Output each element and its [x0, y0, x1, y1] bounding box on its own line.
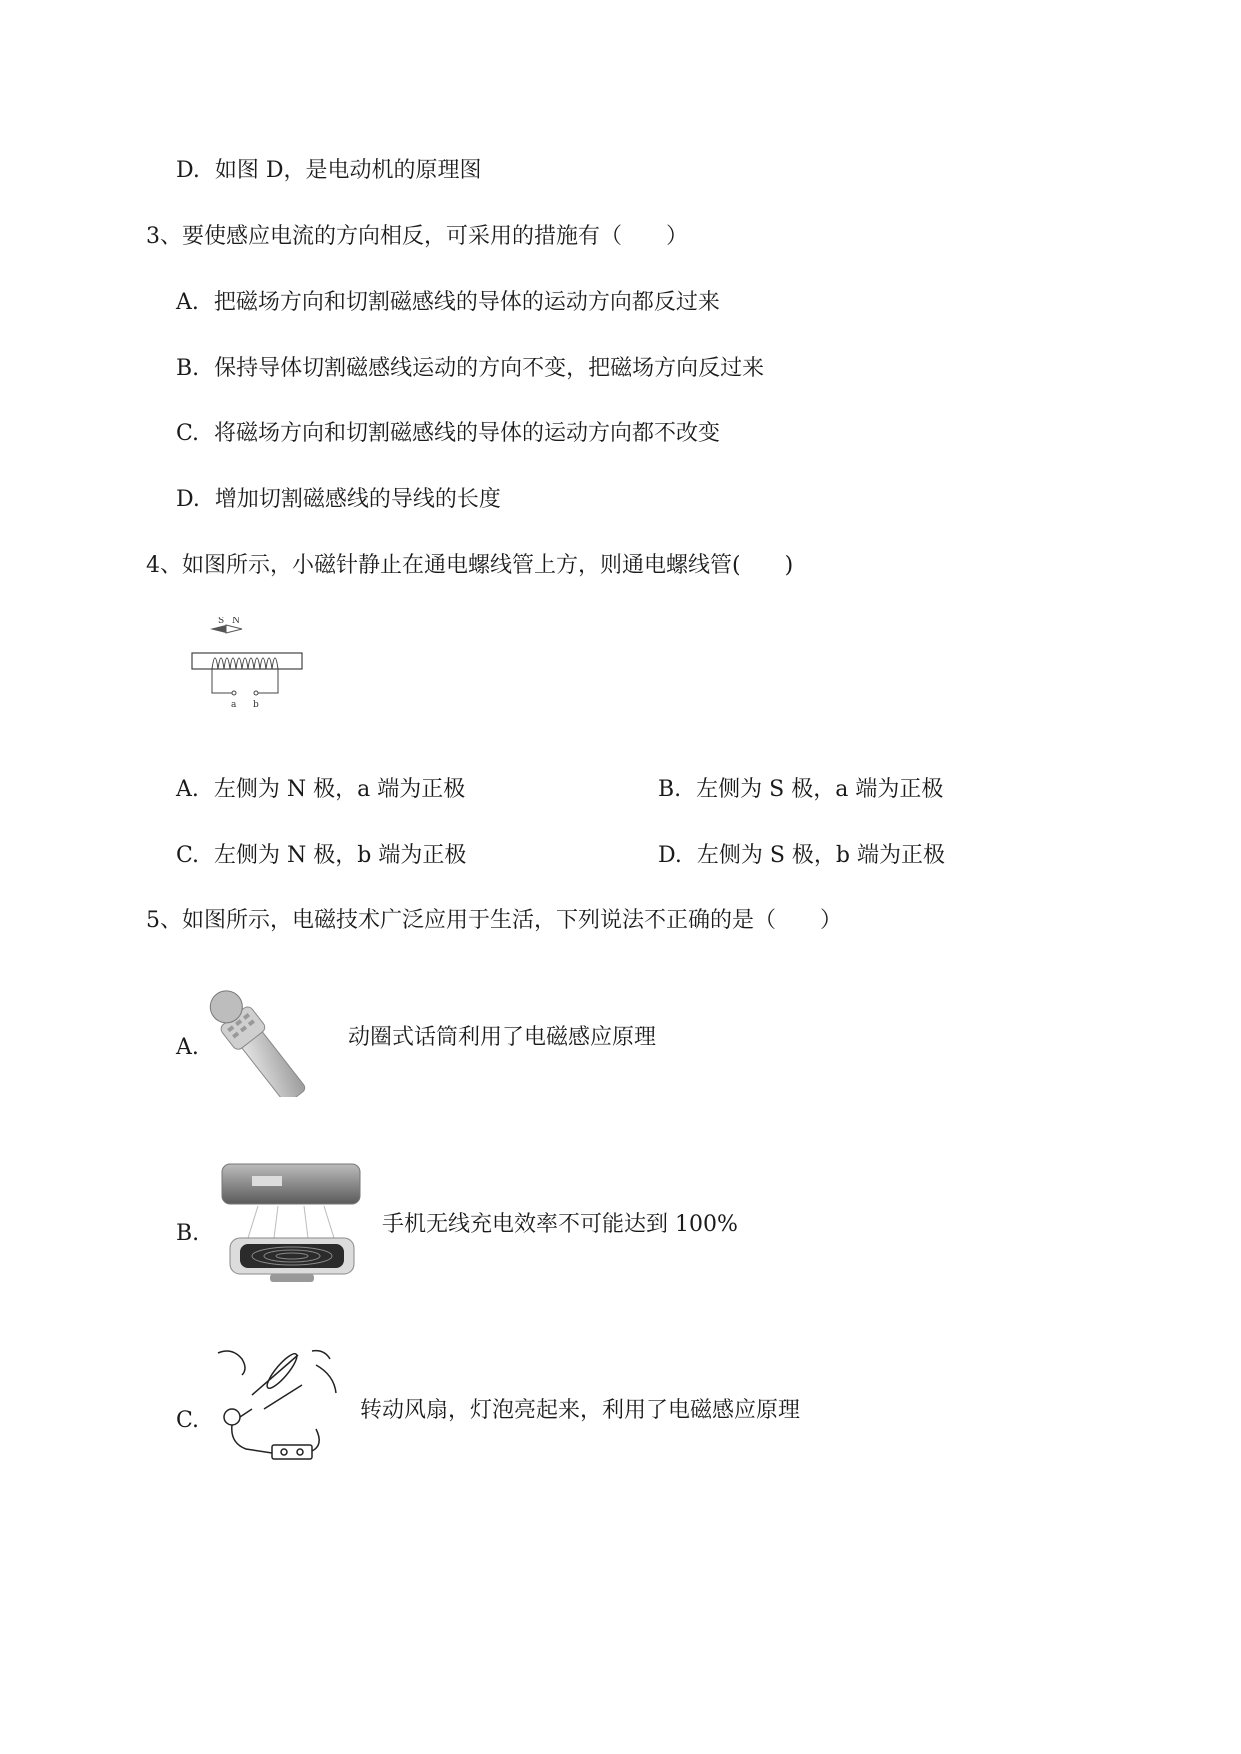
q5-option-a-text: 动圈式话筒利用了电磁感应原理	[348, 1025, 657, 1050]
option-letter: B.	[658, 777, 682, 802]
terminal-b-label: b	[253, 700, 259, 710]
q4-option-b	[658, 775, 943, 805]
option-text: 左侧为 S 极，a 端为正极	[696, 777, 944, 802]
q5-stem: 5、如图所示，电磁技术广泛应用于生活，下列说法不正确的是（ ）	[146, 908, 842, 933]
q4-option-c	[176, 841, 466, 871]
option-letter: D.	[176, 158, 200, 183]
coil-icon	[212, 658, 278, 669]
option-text: 如图 D，是电动机的原理图	[214, 158, 482, 183]
option-text: 增加切割磁感线的导线的长度	[214, 487, 501, 512]
q3-option-a	[176, 288, 720, 318]
microphone-icon	[204, 982, 334, 1097]
option-letter: A.	[176, 290, 199, 315]
terminal-a-label: a	[231, 700, 237, 710]
q4-option-a	[176, 775, 465, 805]
option-text: 把磁场方向和切割磁感线的导体的运动方向都反过来	[213, 290, 720, 315]
option-text: 左侧为 S 极，b 端为正极	[696, 843, 945, 868]
option-letter: D.	[176, 487, 200, 512]
hand-fan-generator-icon	[212, 1345, 348, 1469]
option-letter: C.	[176, 843, 200, 868]
q4-stem: 4、如图所示，小磁针静止在通电螺线管上方，则通电螺线管( )	[146, 553, 794, 578]
option-text: 保持导体切割磁感线运动的方向不变，把磁场方向反过来	[214, 356, 765, 381]
option-text: 左侧为 N 极，b 端为正极	[214, 843, 467, 868]
wireless-charger-icon	[218, 1160, 364, 1286]
solenoid-figure	[190, 617, 310, 717]
option-text: 左侧为 N 极，a 端为正极	[213, 777, 466, 802]
option-letter: A.	[176, 777, 199, 802]
option-text: 将磁场方向和切割磁感线的导体的运动方向都不改变	[214, 421, 721, 446]
q5-option-c-text: 转动风扇，灯泡亮起来，利用了电磁感应原理	[360, 1398, 801, 1423]
q5-option-b-letter: B.	[176, 1221, 200, 1246]
q2-option-d	[176, 156, 482, 186]
q5-option-a-letter: A.	[176, 1035, 199, 1060]
q3-option-d	[176, 485, 501, 515]
needle-n-label: N	[232, 617, 240, 626]
compass-needle-icon	[210, 625, 242, 633]
q5-option-b-text: 手机无线充电效率不可能达到 100%	[382, 1212, 738, 1237]
option-letter: D.	[658, 843, 682, 868]
q3-stem: 3、要使感应电流的方向相反，可采用的措施有（ ）	[146, 224, 688, 249]
q4-option-d	[658, 841, 945, 871]
option-letter: C.	[176, 421, 200, 446]
circuit-leads	[212, 669, 278, 695]
q3-option-c	[176, 419, 720, 449]
q5-option-c-letter: C.	[176, 1408, 200, 1433]
needle-s-label: S	[218, 617, 225, 626]
option-letter: B.	[176, 356, 200, 381]
q3-option-b	[176, 354, 764, 384]
